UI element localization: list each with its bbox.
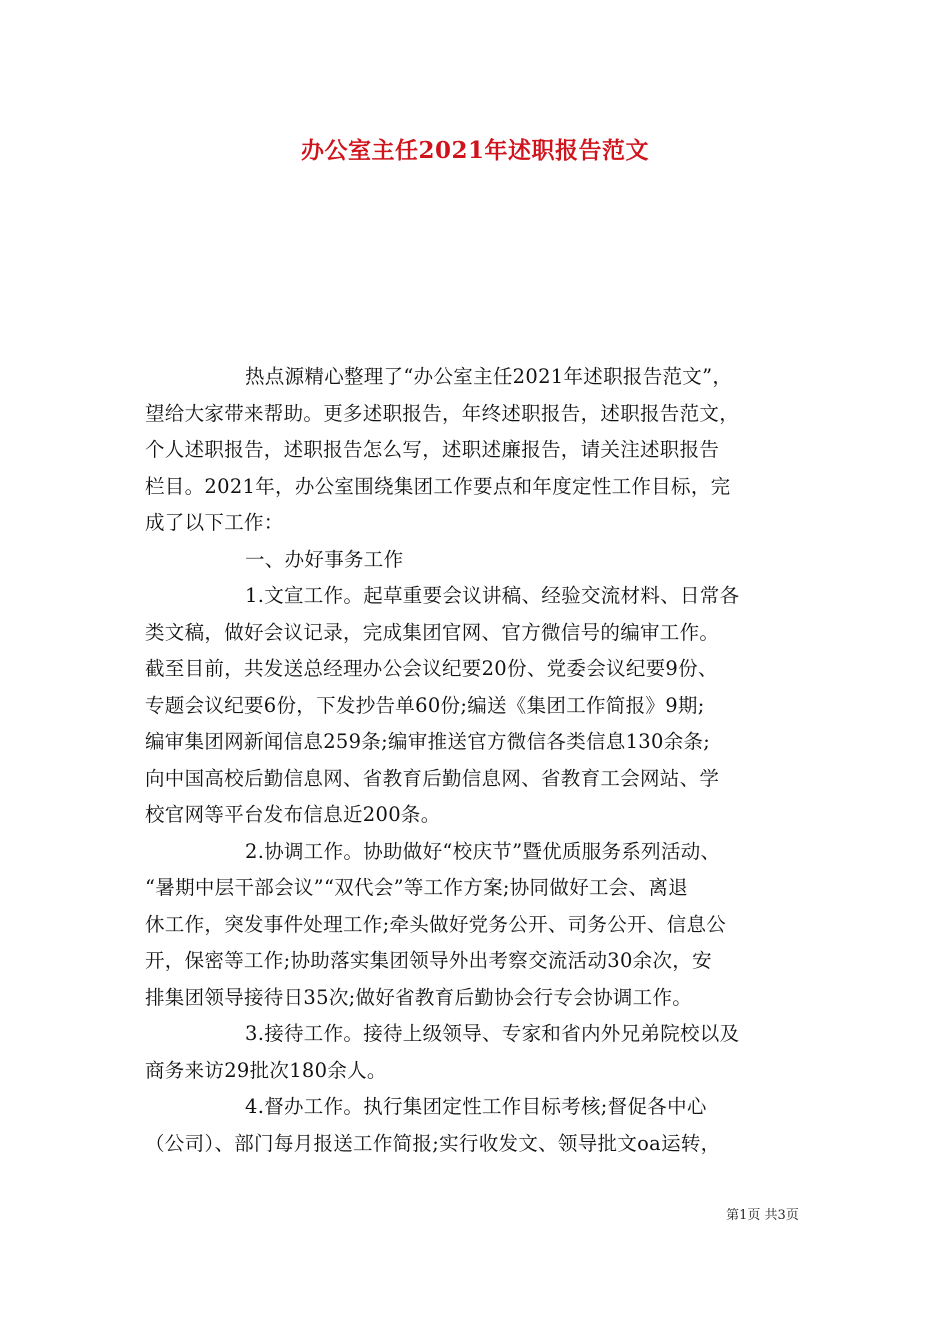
text-line: 类文稿，做好会议记录，完成集团官网、官方微信号的编审工作。 [145,620,720,644]
text-line: 专题会议纪要6份，下发抄告单60份;编送《集团工作简报》9期; [145,693,705,717]
text-line: 3.接待工作。接待上级领导、专家和省内外兄弟院校以及 [245,1022,740,1045]
text-line: 休工作，突发事件处理工作;牵头做好党务公开、司务公开、信息公 [145,912,727,936]
text-line: 商务来访29批次180余人。 [145,1058,387,1082]
document-body [145,359,810,1162]
paragraph-item-4 [145,1089,810,1162]
text-line: 向中国高校后勤信息网、省教育后勤信息网、省教育工会网站、学 [145,766,720,790]
text-line: 排集团领导接待日35次;做好省教育后勤协会行专会协调工作。 [145,985,693,1009]
page-footer: 第1页 共3页 [726,1208,799,1223]
paragraph-item-3 [145,1016,810,1089]
text-line: （公司）、部门每月报送工作简报;实行收发文、领导批文oa运转， [145,1131,721,1155]
text-line: “暑期中层干部会议”“双代会”等工作方案;协同做好工会、离退 [145,876,688,899]
text-line: 校官网等平台发布信息近200条。 [145,803,441,826]
text-line: 望给大家带来帮助。更多述职报告，年终述职报告，述职报告范文， [145,401,740,425]
page-title: 办公室主任2021年述职报告范文 [300,137,649,164]
text-line: 热点源精心整理了“办公室主任2021年述职报告范文”， [245,365,733,388]
text-line: 4.督办工作。执行集团定性工作目标考核;督促各中心 [245,1095,707,1118]
text-line: 成了以下工作： [145,511,284,534]
section-heading [145,542,810,579]
text-line: 截至目前，共发送总经理办公会议纪要20份、党委会议纪要9份、 [145,657,718,680]
text-line: 栏目。2021年，办公室围绕集团工作要点和年度定性工作目标，完 [145,474,731,498]
text-line: 开，保密等工作;协助落实集团领导外出考察交流活动30余次，安 [145,949,712,972]
text-line: 2.协调工作。协助做好“校庆节”暨优质服务系列活动、 [245,839,721,863]
paragraph-item-2 [145,834,810,1017]
text-line: 个人述职报告，述职报告怎么写，述职述廉报告，请关注述职报告 [145,438,720,461]
paragraph-item-1 [145,578,810,834]
text-line: 编审集团网新闻信息259条;编审推送官方微信各类信息130余条; [145,730,711,753]
text-line: 1.文宣工作。起草重要会议讲稿、经验交流材料、日常各 [245,584,740,607]
paragraph-intro [145,359,810,542]
text-line: 一、办好事务工作 [245,547,404,571]
